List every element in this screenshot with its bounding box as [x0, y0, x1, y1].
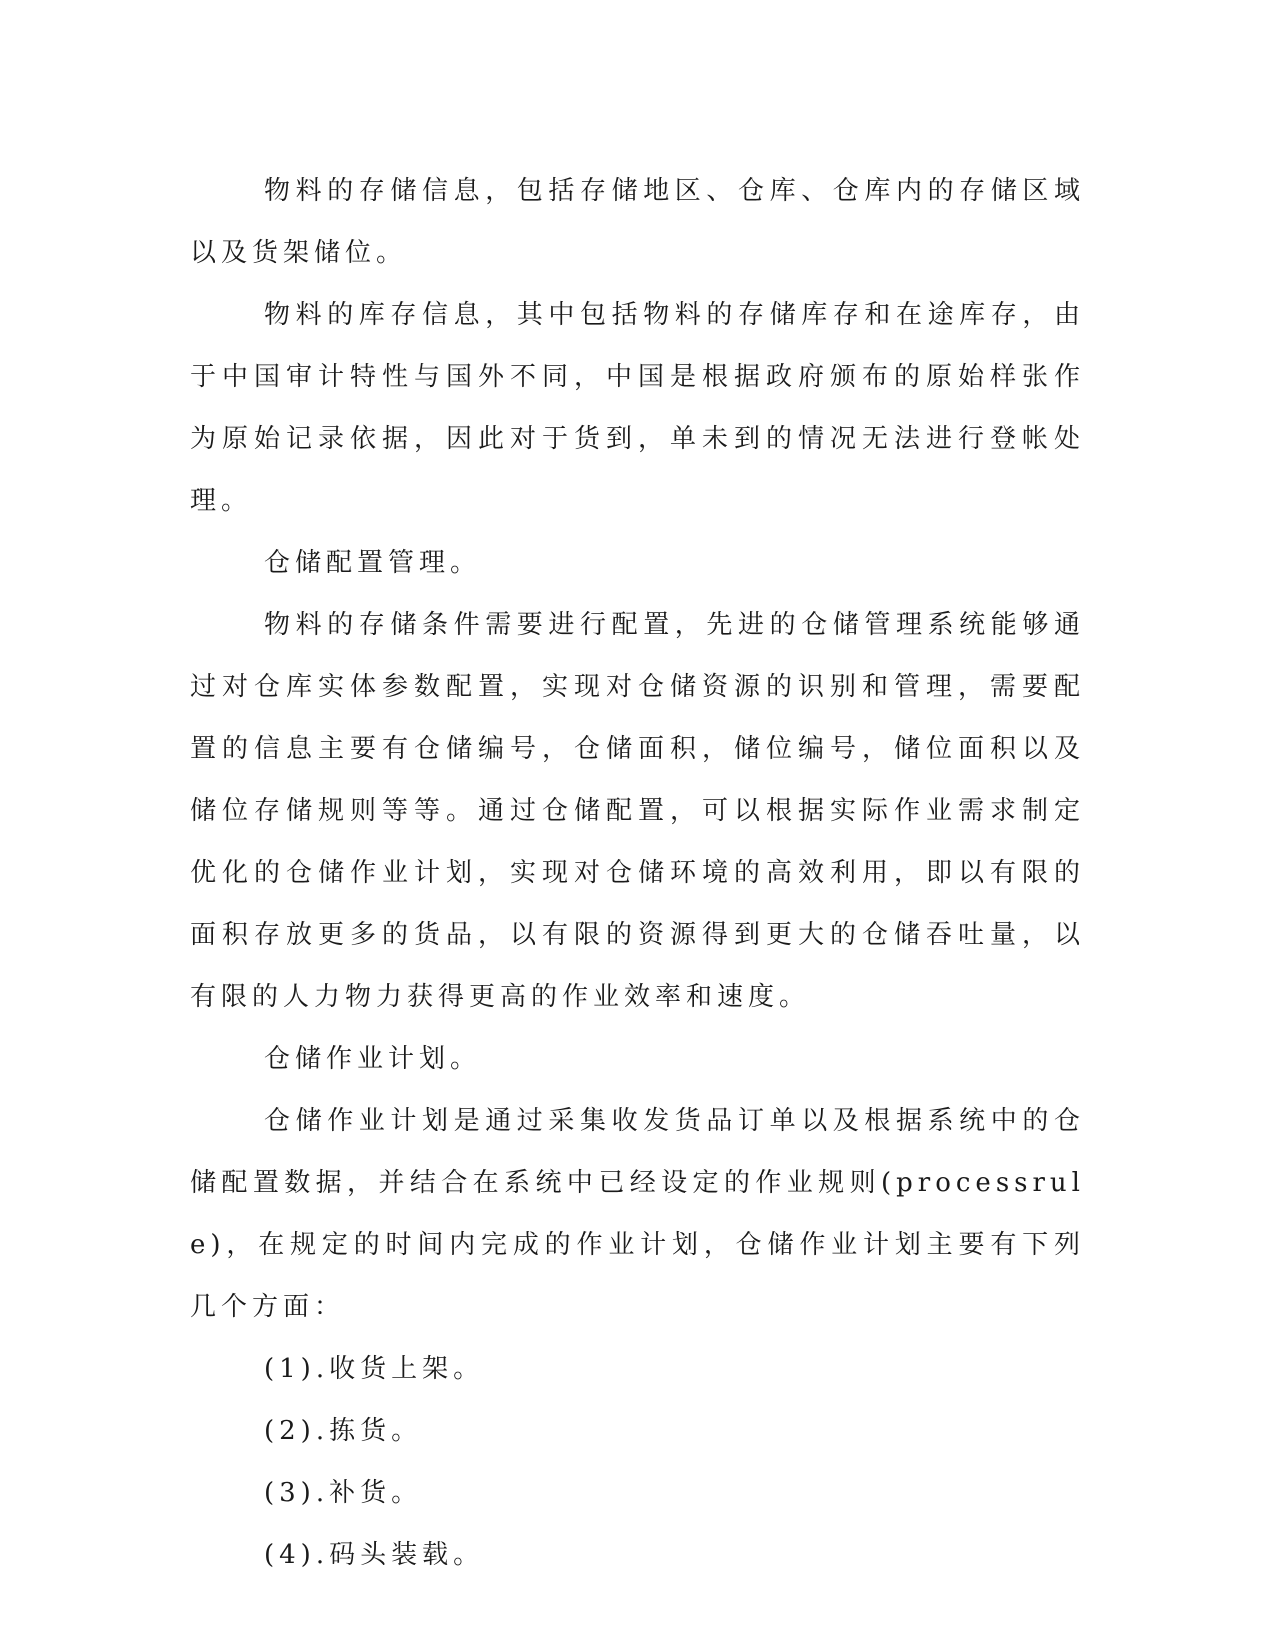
paragraph-storage-config: 物料的存储条件需要进行配置，先进的仓储管理系统能够通过对仓库实体参数配置，实现对仓储资源的识别和管理，需要配置的信息主要有仓储编号，仓储面积，储位编号，储位面积以及储位存储规则等等。通过仓储配置，可以根据实际作业需求制定优化的仓储作业计划，实现对仓储环境的高效利用，即以有限的面积存放更多的货品，以有限的资源得到更大的仓储吞吐量，以有限的人力物力获得更高的作业效率和速度。 — [190, 610, 1085, 1012]
heading-storage-config: 仓储配置管理。 — [264, 548, 482, 578]
list-item-receiving: (1).收货上架。 — [264, 1354, 485, 1384]
paragraph-inventory-info: 物料的库存信息，其中包括物料的存储库存和在途库存，由于中国审计特性与国外不同，中国是根据政府颁布的原始样张作为原始记录依据，因此对于货到，单未到的情况无法进行登帐处理。 — [190, 300, 1085, 516]
paragraph-storage-info: 物料的存储信息，包括存储地区、仓库、仓库内的存储区域以及货架储位。 — [190, 176, 1085, 268]
paragraph-operation-plan: 仓储作业计划是通过采集收发货品订单以及根据系统中的仓储配置数据，并结合在系统中已经设定的作业规则(processrule)，在规定的时间内完成的作业计划，仓储作业计划主要有下列几个方面： — [190, 1106, 1085, 1322]
heading-operation-plan: 仓储作业计划。 — [264, 1044, 482, 1074]
document-body — [190, 160, 1085, 1586]
list-item-picking: (2).拣货。 — [264, 1416, 423, 1446]
list-item-dock-loading: (4).码头装载。 — [264, 1540, 485, 1570]
list-item-replenishment: (3).补货。 — [264, 1478, 423, 1508]
